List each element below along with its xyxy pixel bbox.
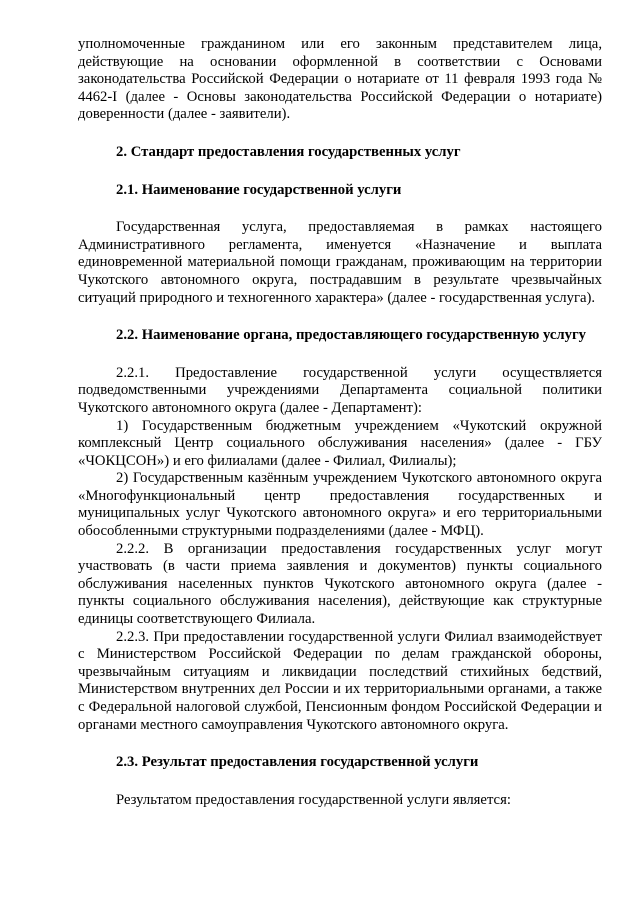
heading-2-2: 2.2. Наименование органа, предоставляющего государственную услугу xyxy=(116,327,587,344)
heading-section-2: 2. Стандарт предоставления государственных услуг xyxy=(116,143,461,160)
paragraph-2-2-2: 2.2.2. В организации предоставления государственных услуг могут участвовать (в части приема заявления и документов) пункты социального обслуживания населенных пунктов Чукотского автономного округа (далее - пункты социального обслуживания населения), действующие как структурные единицы соответствующего Филиала. xyxy=(78,540,602,628)
paragraph-2-2-1: 2.2.1. Предоставление государственной услуги осуществляется подведомственными учреждениями Департамента социальной политики Чукотского автономного округа (далее - Департамент): xyxy=(78,364,602,416)
heading-2-3: 2.3. Результат предоставления государственной услуги xyxy=(116,754,479,771)
paragraph-2-2-1-item-2: 2) Государственным казённым учреждением Чукотского автономного округа «Многофункциональный центр предоставления государственных и муниципальных услуг Чукотского автономного округа» и его территориальными обособленными структурными подразделениями (далее - МФЦ). xyxy=(78,470,602,540)
paragraph-intro: уполномоченные гражданином или его законным представителем лица, действующие на основании оформленной в соответствии с Основами законодательства Российской Федерации о нотариате от 11 февраля 1993 года № 4462-I (далее - Основы законодательства Российской Федерации о нотариате) доверенности (далее - заявители). xyxy=(78,36,602,123)
paragraph-2-1: Государственная услуга, предоставляемая в рамках настоящего Административного регламента, именуется «Назначение и выплата единовременной материальной помощи гражданам, проживающим на территории Чукотского автономного округа, пострадавшим в результате чрезвычайных ситуаций природного и техногенного характера» (далее - государственная услуга). xyxy=(78,219,602,306)
paragraph-2-2-3: 2.2.3. При предоставлении государственной услуги Филиал взаимодействует с Министерством Российской Федерации по делам гражданской обороны, чрезвычайным ситуациям и ликвидации последствий стихийных бедствий, Министерством внутренних дел России и их территориальными органами, а также с Федеральной налоговой службой, Пенсионным фондом Российской Федерации и органами местного самоуправления Чукотского автономного округа. xyxy=(78,628,602,733)
document-page xyxy=(78,36,602,809)
paragraph-2-3: Результатом предоставления государственной услуги является: xyxy=(116,791,511,808)
paragraph-2-2-1-item-1: 1) Государственным бюджетным учреждением «Чукотский окружной комплексный Центр социального обслуживания населения» (далее - ГБУ «ЧОКЦСОН») и его филиалами (далее - Филиал, Филиалы); xyxy=(78,417,602,469)
heading-2-1: 2.1. Наименование государственной услуги xyxy=(116,181,402,198)
